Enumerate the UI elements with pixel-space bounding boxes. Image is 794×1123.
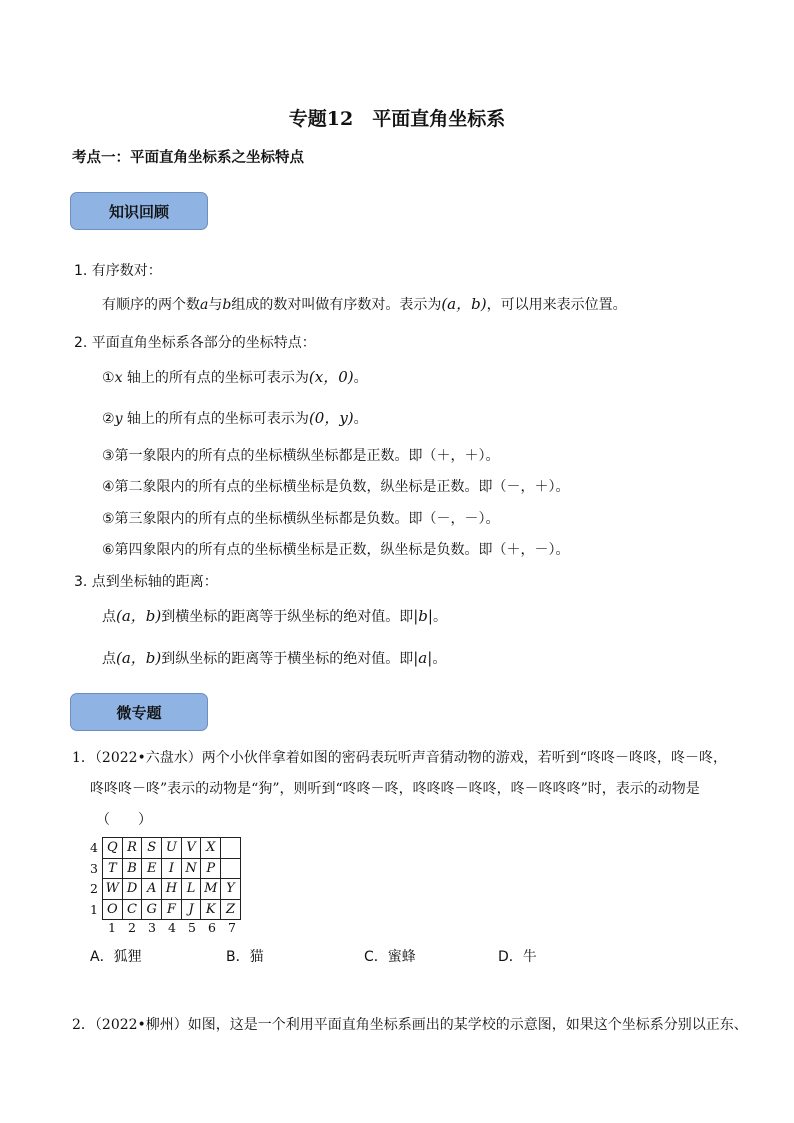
choice-a[interactable]: A．狐狸 [90,949,142,965]
k3-distance-2 [102,647,446,668]
cipher-cell: I [162,858,182,879]
q1-line-2: 咚咚咚－咚”表示的动物是“狗”，则听到“咚咚－咚，咚咚咚－咚咚，咚－咚咚咚”时，表示的动物是 [90,781,700,797]
cipher-cell: N [181,858,201,879]
cipher-cell: A [142,879,162,900]
k3-d2-text: 到纵坐标的距离等于横坐标的绝对值。即 [161,651,414,667]
section-label-micro-topic [70,693,208,731]
cipher-cell: Z [221,899,241,920]
k1-definition [102,293,627,314]
q1-answer-blank: （ ） [96,812,152,828]
k2-item-1-text: 轴上的所有点的坐标可表示为 [122,370,309,386]
cipher-cell [221,838,241,859]
k3-d1-pre: 点 [102,609,116,625]
section-label-text: 知识回顾 [108,202,169,221]
ordered-pair: (a，b) [441,295,487,313]
cipher-cell: S [142,838,162,859]
k1-text-c: 组成的数对叫做有序数对。表示为 [231,297,442,313]
k2-item-5: ⑤第三象限内的所有点的坐标横纵坐标都是负数。即（－，－）。 [102,511,500,527]
cipher-cell: X [201,838,221,859]
k3-d2-end: 。 [432,651,447,667]
cipher-cell: O [103,899,123,920]
table-row [103,838,241,859]
row-label: 2 [90,881,98,896]
row-label: 4 [90,840,98,855]
k2-item-2-end: 。 [353,411,368,427]
k3-d1-pair: (a，b) [116,607,162,625]
cipher-cell: J [181,899,201,920]
k2-item-4: ④第二象限内的所有点的坐标横坐标是负数，纵坐标是正数。即（－，＋）。 [102,479,570,495]
cipher-cell: K [201,899,221,920]
cipher-cell: T [103,858,123,879]
page-title: 专题12 平面直角坐标系 [288,108,506,130]
x-axis-pair: (x，0) [308,368,354,386]
row-label: 1 [90,901,98,917]
choice-b[interactable]: B．猫 [226,949,264,965]
column-label: 2 [128,920,136,935]
column-label: 3 [148,920,156,935]
section-label-text: 微专题 [116,703,162,722]
k1-text-b: 与 [208,297,223,313]
choice-c[interactable]: C．蜜蜂 [364,949,416,965]
cipher-table [102,837,241,920]
k3-distance-1 [102,605,447,626]
cipher-cell: M [201,879,221,900]
topic-heading: 考点一：平面直角坐标系之坐标特点 [72,150,304,166]
var-x: x [114,370,123,386]
column-label: 1 [108,920,116,935]
cipher-cell: F [162,899,182,920]
cipher-cell: W [103,879,123,900]
var-y: y [114,411,123,427]
cipher-cell: R [122,838,142,859]
var-a: a [200,297,209,313]
k1-text-a: 有顺序的两个数 [102,297,200,313]
k3-d1-text: 到横坐标的距离等于纵坐标的绝对值。即 [161,609,414,625]
k2-item-2 [102,407,368,428]
k2-item-2-text: 轴上的所有点的坐标可表示为 [122,411,309,427]
k1-text-d: ，可以用来表示位置。 [486,297,627,313]
k2-item-3: ③第一象限内的所有点的坐标横纵坐标都是正数。即（＋，＋）。 [102,448,500,464]
cipher-cell [221,858,241,879]
cipher-cell: U [162,838,182,859]
q1-line-1: 1．（2022•六盘水）两个小伙伴拿着如图的密码表玩听声音猜动物的游戏，若听到“咚咚－咚咚，咚－咚， [72,750,727,766]
section-label-knowledge-review [70,192,208,230]
table-row [103,899,241,920]
cipher-cell: L [181,879,201,900]
column-label: 4 [168,920,176,935]
row-label: 3 [90,860,98,876]
k3-heading: 3. 点到坐标轴的距离： [74,574,218,590]
cipher-cell: B [122,858,142,879]
abs-a: |a| [413,649,433,667]
column-label: 5 [188,920,196,935]
cipher-cell: V [181,838,201,859]
k2-item-6: ⑥第四象限内的所有点的坐标横坐标是正数，纵坐标是负数。即（＋，－）。 [102,542,570,558]
cipher-cell: E [142,858,162,879]
cipher-cell: H [162,879,182,900]
cipher-cell: Q [103,838,123,859]
k3-d2-pre: 点 [102,651,116,667]
k2-item-1-end: 。 [353,370,368,386]
abs-b: |b| [413,607,433,625]
var-b: b [222,297,232,313]
choice-d[interactable]: D．牛 [498,949,537,965]
table-row [103,858,241,879]
cipher-cell: D [122,879,142,900]
k3-d2-pair: (a，b) [116,649,162,667]
k1-heading: 1. 有序数对： [74,263,162,279]
column-label: 7 [228,920,236,935]
cipher-cell: C [122,899,142,920]
cipher-cell: Y [221,879,241,900]
cipher-cell: P [201,858,221,879]
table-row [103,879,241,900]
q2-line-1: 2．（2022•柳州）如图，这是一个利用平面直角坐标系画出的某学校的示意图，如果这个坐标系分别以正东、 [72,1017,748,1033]
k2-item-2-marker: ② [102,411,115,427]
k2-item-1-marker: ① [102,370,115,386]
column-label: 6 [208,920,216,935]
k2-item-1 [102,366,368,387]
cipher-cell: G [142,899,162,920]
k2-heading: 2. 平面直角坐标系各部分的坐标特点： [74,335,316,351]
k3-d1-end: 。 [432,609,447,625]
y-axis-pair: (0，y) [308,409,354,427]
